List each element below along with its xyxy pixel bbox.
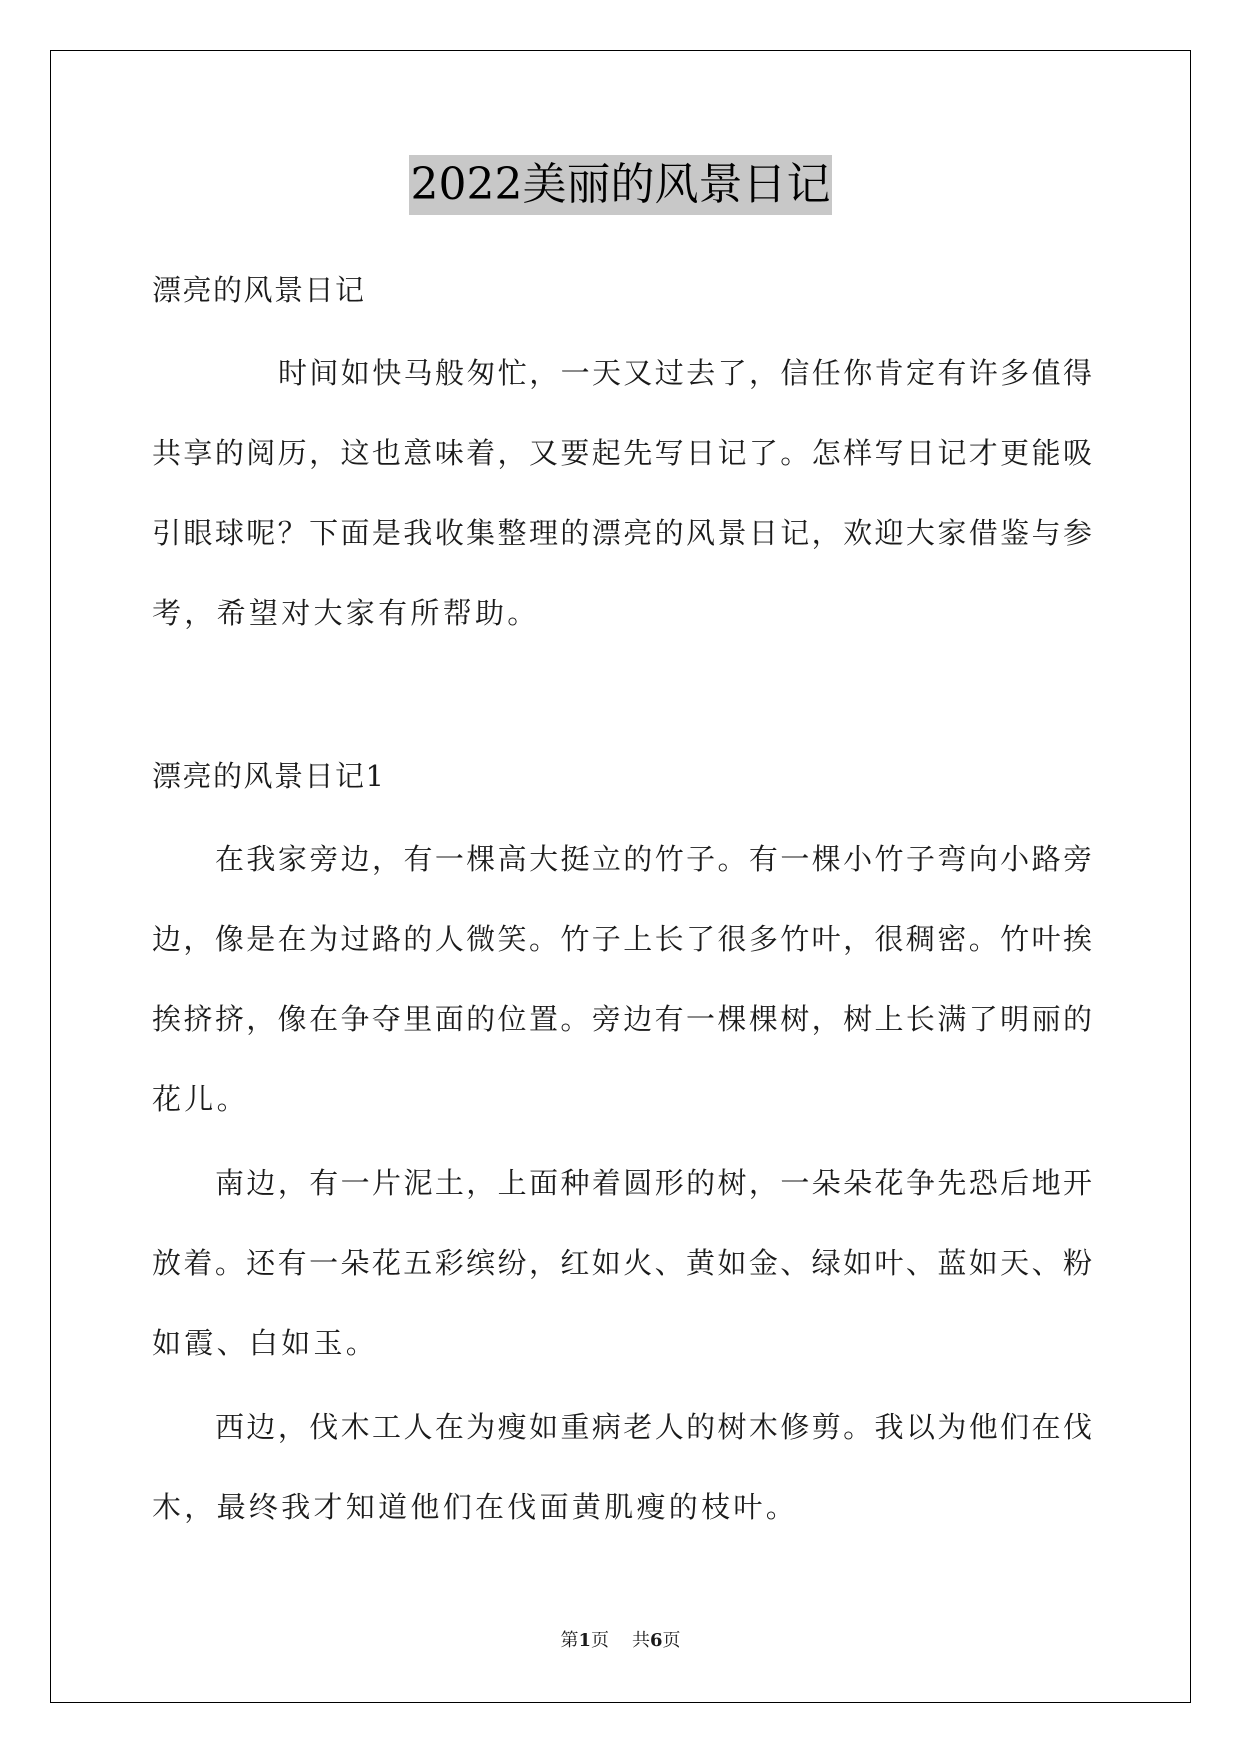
paragraph2-line-2: 放着。还有一朵花五彩缤纷，红如火、黄如金、绿如叶、蓝如天、粉	[152, 1246, 1092, 1280]
footer-total-suffix: 页	[662, 1630, 681, 1651]
intro-line-4: 考，希望对大家有所帮助。	[152, 596, 540, 630]
footer-total-prefix: 共	[631, 1630, 650, 1651]
document-title: 2022美丽的风景日记	[409, 155, 833, 215]
paragraph2-line-3: 如霞、白如玉。	[152, 1326, 379, 1360]
footer-prefix: 第	[560, 1630, 579, 1651]
intro-line-2: 共享的阅历，这也意味着，又要起先写日记了。怎样写日记才更能吸	[152, 436, 1092, 470]
footer-total-pages: 6	[649, 1630, 663, 1651]
footer-page-suffix: 页	[591, 1630, 610, 1651]
paragraph1-line-1: 在我家旁边，有一棵高大挺立的竹子。有一棵小竹子弯向小路旁	[215, 842, 1092, 876]
subtitle: 漂亮的风景日记	[152, 273, 366, 307]
intro-line-3: 引眼球呢？下面是我收集整理的漂亮的风景日记，欢迎大家借鉴与参	[152, 516, 1092, 550]
paragraph1-line-2: 边，像是在为过路的人微笑。竹子上长了很多竹叶，很稠密。竹叶挨	[152, 922, 1092, 956]
paragraph2-line-1: 南边，有一片泥土，上面种着圆形的树，一朵朵花争先恐后地开	[215, 1166, 1092, 1200]
section-heading: 漂亮的风景日记1	[152, 759, 386, 793]
paragraph1-line-3: 挨挤挤，像在争夺里面的位置。旁边有一棵棵树，树上长满了明丽的	[152, 1002, 1092, 1036]
intro-line-1: 时间如快马般匆忙，一天又过去了，信任你肯定有许多值得	[278, 356, 1092, 390]
paragraph3-line-1: 西边，伐木工人在为瘦如重病老人的树木修剪。我以为他们在伐	[215, 1410, 1092, 1444]
paragraph1-line-4: 花儿。	[152, 1082, 249, 1116]
page-footer	[0, 1628, 1241, 1654]
footer-page-number: 1	[578, 1630, 592, 1651]
title-container	[0, 155, 1241, 215]
paragraph3-line-2: 木，最终我才知道他们在伐面黄肌瘦的枝叶。	[152, 1490, 799, 1524]
